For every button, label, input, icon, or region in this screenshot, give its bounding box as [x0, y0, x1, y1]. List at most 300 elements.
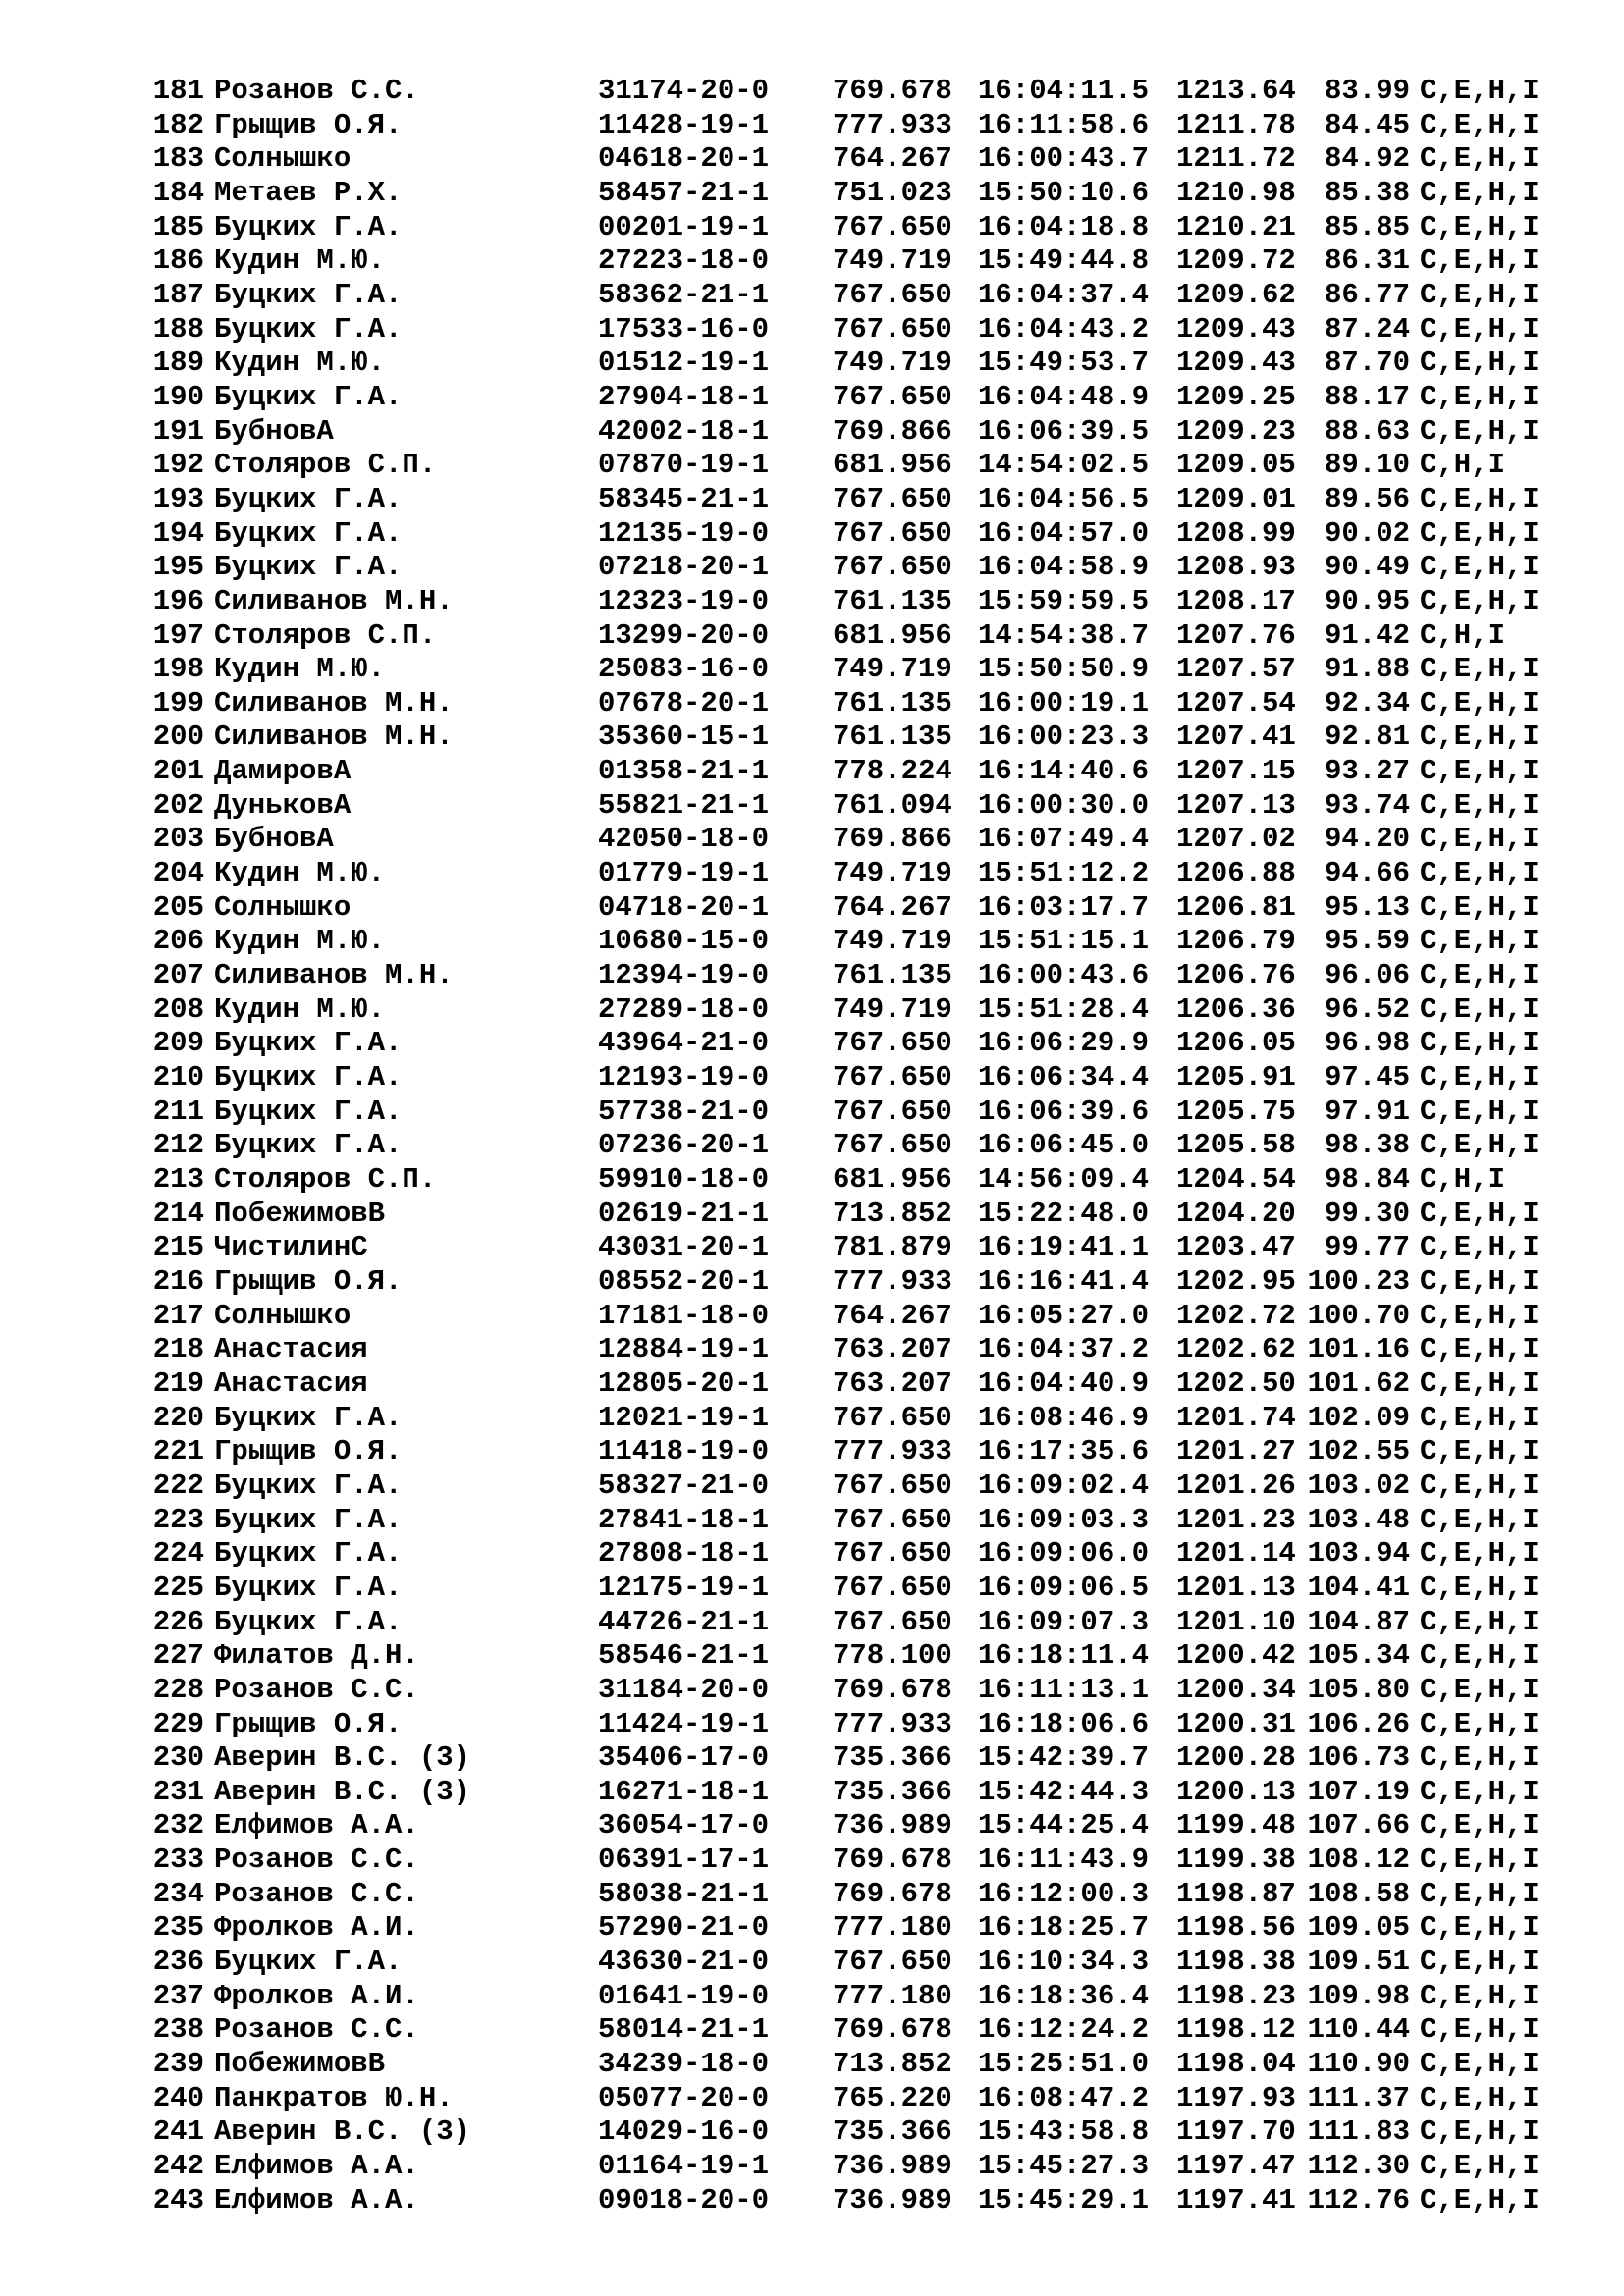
- distance-cell: 736.989: [833, 2150, 952, 2183]
- rank-cell: 232: [152, 1809, 204, 1842]
- distance-cell: 767.650: [833, 1537, 952, 1571]
- distance-cell: 713.852: [833, 1197, 952, 1230]
- flags-cell: C,E,H,I: [1420, 1095, 1540, 1128]
- speed-cell: 1206.05: [1176, 1027, 1296, 1060]
- speed-cell: 1198.87: [1176, 1877, 1296, 1910]
- rank-cell: 240: [152, 2081, 204, 2114]
- speed-cell: 1205.91: [1176, 1061, 1296, 1095]
- table-row: [145, 1809, 1598, 1843]
- flags-cell: C,E,H,I: [1420, 75, 1540, 107]
- arrival-time-cell: 16:18:06.6: [978, 1707, 1150, 1740]
- rank-cell: 224: [152, 1537, 204, 1571]
- arrival-time-cell: 16:06:39.5: [978, 414, 1150, 448]
- arrival-time-cell: 14:54:02.5: [978, 449, 1150, 482]
- rank-cell: 223: [152, 1503, 204, 1536]
- arrival-time-cell: 16:09:02.4: [978, 1468, 1150, 1502]
- flags-cell: C,E,H,I: [1420, 2013, 1540, 2047]
- table-row: [145, 1639, 1598, 1674]
- flags-cell: C,E,H,I: [1420, 1231, 1540, 1264]
- ring-id-cell: 42050-18-0: [598, 823, 770, 856]
- rank-cell: 201: [152, 755, 204, 788]
- ring-id-cell: 01779-19-1: [598, 857, 770, 890]
- rank-cell: 206: [152, 925, 204, 958]
- pilot-name-cell: Кудин М.Ю.: [214, 992, 386, 1026]
- speed-cell: 1210.21: [1176, 210, 1296, 243]
- rank-cell: 204: [152, 857, 204, 890]
- percent-cell: 108.12: [1307, 1843, 1410, 1877]
- table-row: [145, 1572, 1598, 1606]
- percent-cell: 94.20: [1324, 823, 1410, 856]
- pilot-name-cell: Буцких Г.А.: [214, 380, 403, 413]
- arrival-time-cell: 15:42:44.3: [978, 1775, 1150, 1808]
- rank-cell: 220: [152, 1401, 204, 1434]
- flags-cell: C,E,H,I: [1420, 788, 1540, 822]
- rank-cell: 238: [152, 2013, 204, 2047]
- distance-cell: 681.956: [833, 449, 952, 482]
- speed-cell: 1213.64: [1176, 75, 1296, 107]
- pilot-name-cell: Анастасия: [214, 1333, 368, 1366]
- speed-cell: 1207.02: [1176, 823, 1296, 856]
- ring-id-cell: 27841-18-1: [598, 1503, 770, 1536]
- pilot-name-cell: Столяров С.П.: [214, 618, 437, 652]
- table-row: [145, 1129, 1598, 1163]
- arrival-time-cell: 16:11:58.6: [978, 108, 1150, 141]
- distance-cell: 761.094: [833, 788, 952, 822]
- ring-id-cell: 01164-19-1: [598, 2150, 770, 2183]
- rank-cell: 225: [152, 1571, 204, 1604]
- flags-cell: C,H,I: [1420, 449, 1506, 482]
- table-row: [145, 142, 1598, 177]
- speed-cell: 1209.62: [1176, 278, 1296, 311]
- ring-id-cell: 01641-19-0: [598, 1979, 770, 2012]
- pilot-name-cell: Буцких Г.А.: [214, 1537, 403, 1571]
- percent-cell: 99.30: [1324, 1197, 1410, 1230]
- rank-cell: 231: [152, 1775, 204, 1808]
- distance-cell: 769.866: [833, 823, 952, 856]
- speed-cell: 1199.38: [1176, 1843, 1296, 1877]
- rank-cell: 241: [152, 2115, 204, 2149]
- distance-cell: 761.135: [833, 686, 952, 720]
- arrival-time-cell: 15:50:50.9: [978, 653, 1150, 686]
- distance-cell: 767.650: [833, 1095, 952, 1128]
- flags-cell: C,E,H,I: [1420, 1946, 1540, 1979]
- pilot-name-cell: Буцких Г.А.: [214, 1946, 403, 1979]
- arrival-time-cell: 14:56:09.4: [978, 1163, 1150, 1196]
- rank-cell: 222: [152, 1468, 204, 1502]
- table-row: [145, 1843, 1598, 1878]
- speed-cell: 1206.36: [1176, 992, 1296, 1026]
- rank-cell: 181: [152, 75, 204, 107]
- flags-cell: C,E,H,I: [1420, 721, 1540, 754]
- speed-cell: 1200.42: [1176, 1639, 1296, 1673]
- rank-cell: 186: [152, 244, 204, 278]
- distance-cell: 761.135: [833, 959, 952, 992]
- distance-cell: 767.650: [833, 312, 952, 346]
- pilot-name-cell: Аверин В.С. (3): [214, 1741, 471, 1775]
- table-row: [145, 551, 1598, 585]
- flags-cell: C,E,H,I: [1420, 278, 1540, 311]
- ring-id-cell: 11424-19-1: [598, 1707, 770, 1740]
- pilot-name-cell: Буцких Г.А.: [214, 1027, 403, 1060]
- ring-id-cell: 17533-16-0: [598, 312, 770, 346]
- rank-cell: 212: [152, 1129, 204, 1162]
- rank-cell: 237: [152, 1979, 204, 2012]
- arrival-time-cell: 15:50:10.6: [978, 176, 1150, 209]
- flags-cell: C,E,H,I: [1420, 2048, 1540, 2081]
- ring-id-cell: 12394-19-0: [598, 959, 770, 992]
- table-row: [145, 75, 1598, 109]
- arrival-time-cell: 16:00:23.3: [978, 721, 1150, 754]
- rank-cell: 234: [152, 1877, 204, 1910]
- percent-cell: 105.34: [1307, 1639, 1410, 1673]
- rank-cell: 193: [152, 482, 204, 515]
- distance-cell: 681.956: [833, 618, 952, 652]
- flags-cell: C,E,H,I: [1420, 2183, 1540, 2216]
- percent-cell: 102.09: [1307, 1401, 1410, 1434]
- flags-cell: C,E,H,I: [1420, 890, 1540, 924]
- speed-cell: 1198.56: [1176, 1911, 1296, 1945]
- table-row: [145, 2150, 1598, 2184]
- percent-cell: 93.74: [1324, 788, 1410, 822]
- pilot-name-cell: Кудин М.Ю.: [214, 925, 386, 958]
- distance-cell: 763.207: [833, 1333, 952, 1366]
- distance-cell: 735.366: [833, 1741, 952, 1775]
- ring-id-cell: 34239-18-0: [598, 2048, 770, 2081]
- ring-id-cell: 02619-21-1: [598, 1197, 770, 1230]
- arrival-time-cell: 16:00:30.0: [978, 788, 1150, 822]
- speed-cell: 1201.14: [1176, 1537, 1296, 1571]
- percent-cell: 89.10: [1324, 449, 1410, 482]
- pilot-name-cell: Анастасия: [214, 1366, 368, 1400]
- ring-id-cell: 14029-16-0: [598, 2115, 770, 2149]
- distance-cell: 761.135: [833, 721, 952, 754]
- flags-cell: C,E,H,I: [1420, 176, 1540, 209]
- flags-cell: C,E,H,I: [1420, 584, 1540, 617]
- rank-cell: 208: [152, 992, 204, 1026]
- distance-cell: 749.719: [833, 992, 952, 1026]
- pilot-name-cell: Силиванов М.Н.: [214, 686, 454, 720]
- pilot-name-cell: Солнышко: [214, 890, 352, 924]
- percent-cell: 88.63: [1324, 414, 1410, 448]
- table-row: [145, 109, 1598, 143]
- rank-cell: 188: [152, 312, 204, 346]
- rank-cell: 236: [152, 1946, 204, 1979]
- distance-cell: 751.023: [833, 176, 952, 209]
- flags-cell: C,E,H,I: [1420, 1673, 1540, 1706]
- flags-cell: C,E,H,I: [1420, 1537, 1540, 1571]
- pilot-name-cell: Елфимов А.А.: [214, 1809, 419, 1842]
- table-row: [145, 2184, 1598, 2218]
- table-row: [145, 1708, 1598, 1742]
- percent-cell: 97.91: [1324, 1095, 1410, 1128]
- pilot-name-cell: Елфимов А.А.: [214, 2150, 419, 2183]
- flags-cell: C,E,H,I: [1420, 755, 1540, 788]
- speed-cell: 1211.72: [1176, 142, 1296, 176]
- rank-cell: 209: [152, 1027, 204, 1060]
- rank-cell: 214: [152, 1197, 204, 1230]
- rank-cell: 210: [152, 1061, 204, 1095]
- rank-cell: 185: [152, 210, 204, 243]
- pilot-name-cell: Розанов С.С.: [214, 1843, 419, 1877]
- arrival-time-cell: 16:04:40.9: [978, 1366, 1150, 1400]
- arrival-time-cell: 16:03:17.7: [978, 890, 1150, 924]
- flags-cell: C,E,H,I: [1420, 1571, 1540, 1604]
- rank-cell: 227: [152, 1639, 204, 1673]
- percent-cell: 108.58: [1307, 1877, 1410, 1910]
- percent-cell: 91.42: [1324, 618, 1410, 652]
- distance-cell: 769.678: [833, 1673, 952, 1706]
- pilot-name-cell: Кудин М.Ю.: [214, 244, 386, 278]
- pilot-name-cell: Буцких Г.А.: [214, 1468, 403, 1502]
- flags-cell: C,E,H,I: [1420, 1129, 1540, 1162]
- flags-cell: C,E,H,I: [1420, 1401, 1540, 1434]
- pilot-name-cell: Кудин М.Ю.: [214, 653, 386, 686]
- arrival-time-cell: 16:07:49.4: [978, 823, 1150, 856]
- table-row: [145, 1674, 1598, 1708]
- percent-cell: 88.17: [1324, 380, 1410, 413]
- table-row: [145, 789, 1598, 824]
- pilot-name-cell: Розанов С.С.: [214, 2013, 419, 2047]
- pilot-name-cell: Силиванов М.Н.: [214, 584, 454, 617]
- speed-cell: 1204.54: [1176, 1163, 1296, 1196]
- rank-cell: 230: [152, 1741, 204, 1775]
- flags-cell: C,E,H,I: [1420, 1061, 1540, 1095]
- arrival-time-cell: 16:00:43.7: [978, 142, 1150, 176]
- flags-cell: C,E,H,I: [1420, 347, 1540, 380]
- percent-cell: 110.90: [1307, 2048, 1410, 2081]
- table-row: [145, 1367, 1598, 1402]
- arrival-time-cell: 15:42:39.7: [978, 1741, 1150, 1775]
- percent-cell: 98.38: [1324, 1129, 1410, 1162]
- table-row: [145, 1911, 1598, 1946]
- table-row: [145, 1537, 1598, 1572]
- speed-cell: 1198.04: [1176, 2048, 1296, 2081]
- percent-cell: 85.85: [1324, 210, 1410, 243]
- flags-cell: C,E,H,I: [1420, 925, 1540, 958]
- ring-id-cell: 01358-21-1: [598, 755, 770, 788]
- rank-cell: 198: [152, 653, 204, 686]
- distance-cell: 777.933: [833, 108, 952, 141]
- ring-id-cell: 58362-21-1: [598, 278, 770, 311]
- ring-id-cell: 27289-18-0: [598, 992, 770, 1026]
- percent-cell: 98.84: [1324, 1163, 1410, 1196]
- arrival-time-cell: 16:04:18.8: [978, 210, 1150, 243]
- speed-cell: 1205.58: [1176, 1129, 1296, 1162]
- arrival-time-cell: 16:06:39.6: [978, 1095, 1150, 1128]
- arrival-time-cell: 16:11:43.9: [978, 1843, 1150, 1877]
- rank-cell: 184: [152, 176, 204, 209]
- pilot-name-cell: Розанов С.С.: [214, 1673, 419, 1706]
- flags-cell: C,E,H,I: [1420, 414, 1540, 448]
- distance-cell: 767.650: [833, 482, 952, 515]
- table-row: [145, 1606, 1598, 1640]
- rank-cell: 189: [152, 347, 204, 380]
- pilot-name-cell: Панкратов Ю.Н.: [214, 2081, 454, 2114]
- distance-cell: 736.989: [833, 2183, 952, 2216]
- ring-id-cell: 09018-20-0: [598, 2183, 770, 2216]
- speed-cell: 1201.74: [1176, 1401, 1296, 1434]
- flags-cell: C,E,H,I: [1420, 1877, 1540, 1910]
- speed-cell: 1209.05: [1176, 449, 1296, 482]
- arrival-time-cell: 16:09:03.3: [978, 1503, 1150, 1536]
- distance-cell: 761.135: [833, 584, 952, 617]
- flags-cell: C,E,H,I: [1420, 1605, 1540, 1638]
- distance-cell: 749.719: [833, 925, 952, 958]
- table-row: [145, 1231, 1598, 1265]
- rank-cell: 219: [152, 1366, 204, 1400]
- percent-cell: 100.70: [1307, 1299, 1410, 1332]
- table-row: [145, 1435, 1598, 1469]
- flags-cell: C,E,H,I: [1420, 210, 1540, 243]
- arrival-time-cell: 15:51:28.4: [978, 992, 1150, 1026]
- ring-id-cell: 27808-18-1: [598, 1537, 770, 1571]
- results-list: [145, 75, 1598, 2217]
- rank-cell: 195: [152, 551, 204, 584]
- arrival-time-cell: 16:10:34.3: [978, 1946, 1150, 1979]
- flags-cell: C,E,H,I: [1420, 1741, 1540, 1775]
- distance-cell: 767.650: [833, 1468, 952, 1502]
- pilot-name-cell: ПобежимовВ: [214, 1197, 386, 1230]
- speed-cell: 1200.28: [1176, 1741, 1296, 1775]
- rank-cell: 217: [152, 1299, 204, 1332]
- speed-cell: 1198.12: [1176, 2013, 1296, 2047]
- pilot-name-cell: Грыщив О.Я.: [214, 108, 403, 141]
- percent-cell: 95.59: [1324, 925, 1410, 958]
- speed-cell: 1200.34: [1176, 1673, 1296, 1706]
- distance-cell: 767.650: [833, 1061, 952, 1095]
- table-row: [145, 755, 1598, 789]
- distance-cell: 735.366: [833, 2115, 952, 2149]
- pilot-name-cell: Солнышко: [214, 142, 352, 176]
- arrival-time-cell: 16:12:24.2: [978, 2013, 1150, 2047]
- percent-cell: 103.94: [1307, 1537, 1410, 1571]
- ring-id-cell: 07870-19-1: [598, 449, 770, 482]
- flags-cell: C,E,H,I: [1420, 1027, 1540, 1060]
- table-row: [145, 993, 1598, 1028]
- pilot-name-cell: Кудин М.Ю.: [214, 347, 386, 380]
- ring-id-cell: 17181-18-0: [598, 1299, 770, 1332]
- rank-cell: 190: [152, 380, 204, 413]
- ring-id-cell: 43630-21-0: [598, 1946, 770, 1979]
- percent-cell: 96.98: [1324, 1027, 1410, 1060]
- pilot-name-cell: Буцких Г.А.: [214, 1095, 403, 1128]
- pilot-name-cell: Солнышко: [214, 1299, 352, 1332]
- ring-id-cell: 12193-19-0: [598, 1061, 770, 1095]
- speed-cell: 1197.47: [1176, 2150, 1296, 2183]
- arrival-time-cell: 16:14:40.6: [978, 755, 1150, 788]
- pilot-name-cell: Столяров С.П.: [214, 1163, 437, 1196]
- table-row: [145, 449, 1598, 483]
- distance-cell: 713.852: [833, 2048, 952, 2081]
- rank-cell: 221: [152, 1435, 204, 1468]
- speed-cell: 1201.10: [1176, 1605, 1296, 1638]
- arrival-time-cell: 15:44:25.4: [978, 1809, 1150, 1842]
- percent-cell: 92.81: [1324, 721, 1410, 754]
- ring-id-cell: 01512-19-1: [598, 347, 770, 380]
- pilot-name-cell: Аверин В.С. (3): [214, 1775, 471, 1808]
- table-row: [145, 1402, 1598, 1436]
- flags-cell: C,E,H,I: [1420, 108, 1540, 141]
- flags-cell: C,E,H,I: [1420, 1809, 1540, 1842]
- ring-id-cell: 12175-19-1: [598, 1571, 770, 1604]
- percent-cell: 111.37: [1307, 2081, 1410, 2114]
- pilot-name-cell: ПобежимовВ: [214, 2048, 386, 2081]
- distance-cell: 777.933: [833, 1435, 952, 1468]
- table-row: [145, 823, 1598, 857]
- table-row: [145, 1776, 1598, 1810]
- rank-cell: 199: [152, 686, 204, 720]
- ring-id-cell: 58014-21-1: [598, 2013, 770, 2047]
- arrival-time-cell: 16:04:43.2: [978, 312, 1150, 346]
- ring-id-cell: 58327-21-0: [598, 1468, 770, 1502]
- speed-cell: 1207.76: [1176, 618, 1296, 652]
- pilot-name-cell: БубновА: [214, 823, 334, 856]
- pilot-name-cell: Буцких Г.А.: [214, 1401, 403, 1434]
- ring-id-cell: 31184-20-0: [598, 1673, 770, 1706]
- ring-id-cell: 16271-18-1: [598, 1775, 770, 1808]
- ring-id-cell: 07678-20-1: [598, 686, 770, 720]
- flags-cell: C,E,H,I: [1420, 1639, 1540, 1673]
- pilot-name-cell: ЧистилинС: [214, 1231, 368, 1264]
- arrival-time-cell: 15:45:29.1: [978, 2183, 1150, 2216]
- speed-cell: 1201.13: [1176, 1571, 1296, 1604]
- distance-cell: 767.650: [833, 1129, 952, 1162]
- rank-cell: 213: [152, 1163, 204, 1196]
- arrival-time-cell: 15:51:12.2: [978, 857, 1150, 890]
- distance-cell: 778.100: [833, 1639, 952, 1673]
- table-row: [145, 891, 1598, 926]
- table-row: [145, 177, 1598, 211]
- flags-cell: C,E,H,I: [1420, 551, 1540, 584]
- rank-cell: 228: [152, 1673, 204, 1706]
- percent-cell: 87.24: [1324, 312, 1410, 346]
- table-row: [145, 381, 1598, 415]
- table-row: [145, 1980, 1598, 2014]
- table-row: [145, 653, 1598, 687]
- flags-cell: C,E,H,I: [1420, 244, 1540, 278]
- flags-cell: C,E,H,I: [1420, 686, 1540, 720]
- table-row: [145, 1504, 1598, 1538]
- pilot-name-cell: Фролков А.И.: [214, 1979, 419, 2012]
- pilot-name-cell: Столяров С.П.: [214, 449, 437, 482]
- ring-id-cell: 35406-17-0: [598, 1741, 770, 1775]
- arrival-time-cell: 16:00:43.6: [978, 959, 1150, 992]
- speed-cell: 1206.88: [1176, 857, 1296, 890]
- table-row: [145, 1946, 1598, 1980]
- flags-cell: C,E,H,I: [1420, 857, 1540, 890]
- arrival-time-cell: 15:49:44.8: [978, 244, 1150, 278]
- pilot-name-cell: Фролков А.И.: [214, 1911, 419, 1945]
- table-row: [145, 279, 1598, 313]
- flags-cell: C,E,H,I: [1420, 959, 1540, 992]
- speed-cell: 1201.23: [1176, 1503, 1296, 1536]
- table-row: [145, 1061, 1598, 1095]
- ring-id-cell: 58038-21-1: [598, 1877, 770, 1910]
- table-row: [145, 483, 1598, 517]
- speed-cell: 1204.20: [1176, 1197, 1296, 1230]
- arrival-time-cell: 16:06:34.4: [978, 1061, 1150, 1095]
- distance-cell: 749.719: [833, 244, 952, 278]
- arrival-time-cell: 16:04:57.0: [978, 516, 1150, 550]
- ring-id-cell: 11428-19-1: [598, 108, 770, 141]
- rank-cell: 211: [152, 1095, 204, 1128]
- arrival-time-cell: 16:09:06.5: [978, 1571, 1150, 1604]
- flags-cell: C,E,H,I: [1420, 1197, 1540, 1230]
- table-row: [145, 1878, 1598, 1912]
- table-row: [145, 585, 1598, 619]
- flags-cell: C,E,H,I: [1420, 1979, 1540, 2012]
- distance-cell: 767.650: [833, 516, 952, 550]
